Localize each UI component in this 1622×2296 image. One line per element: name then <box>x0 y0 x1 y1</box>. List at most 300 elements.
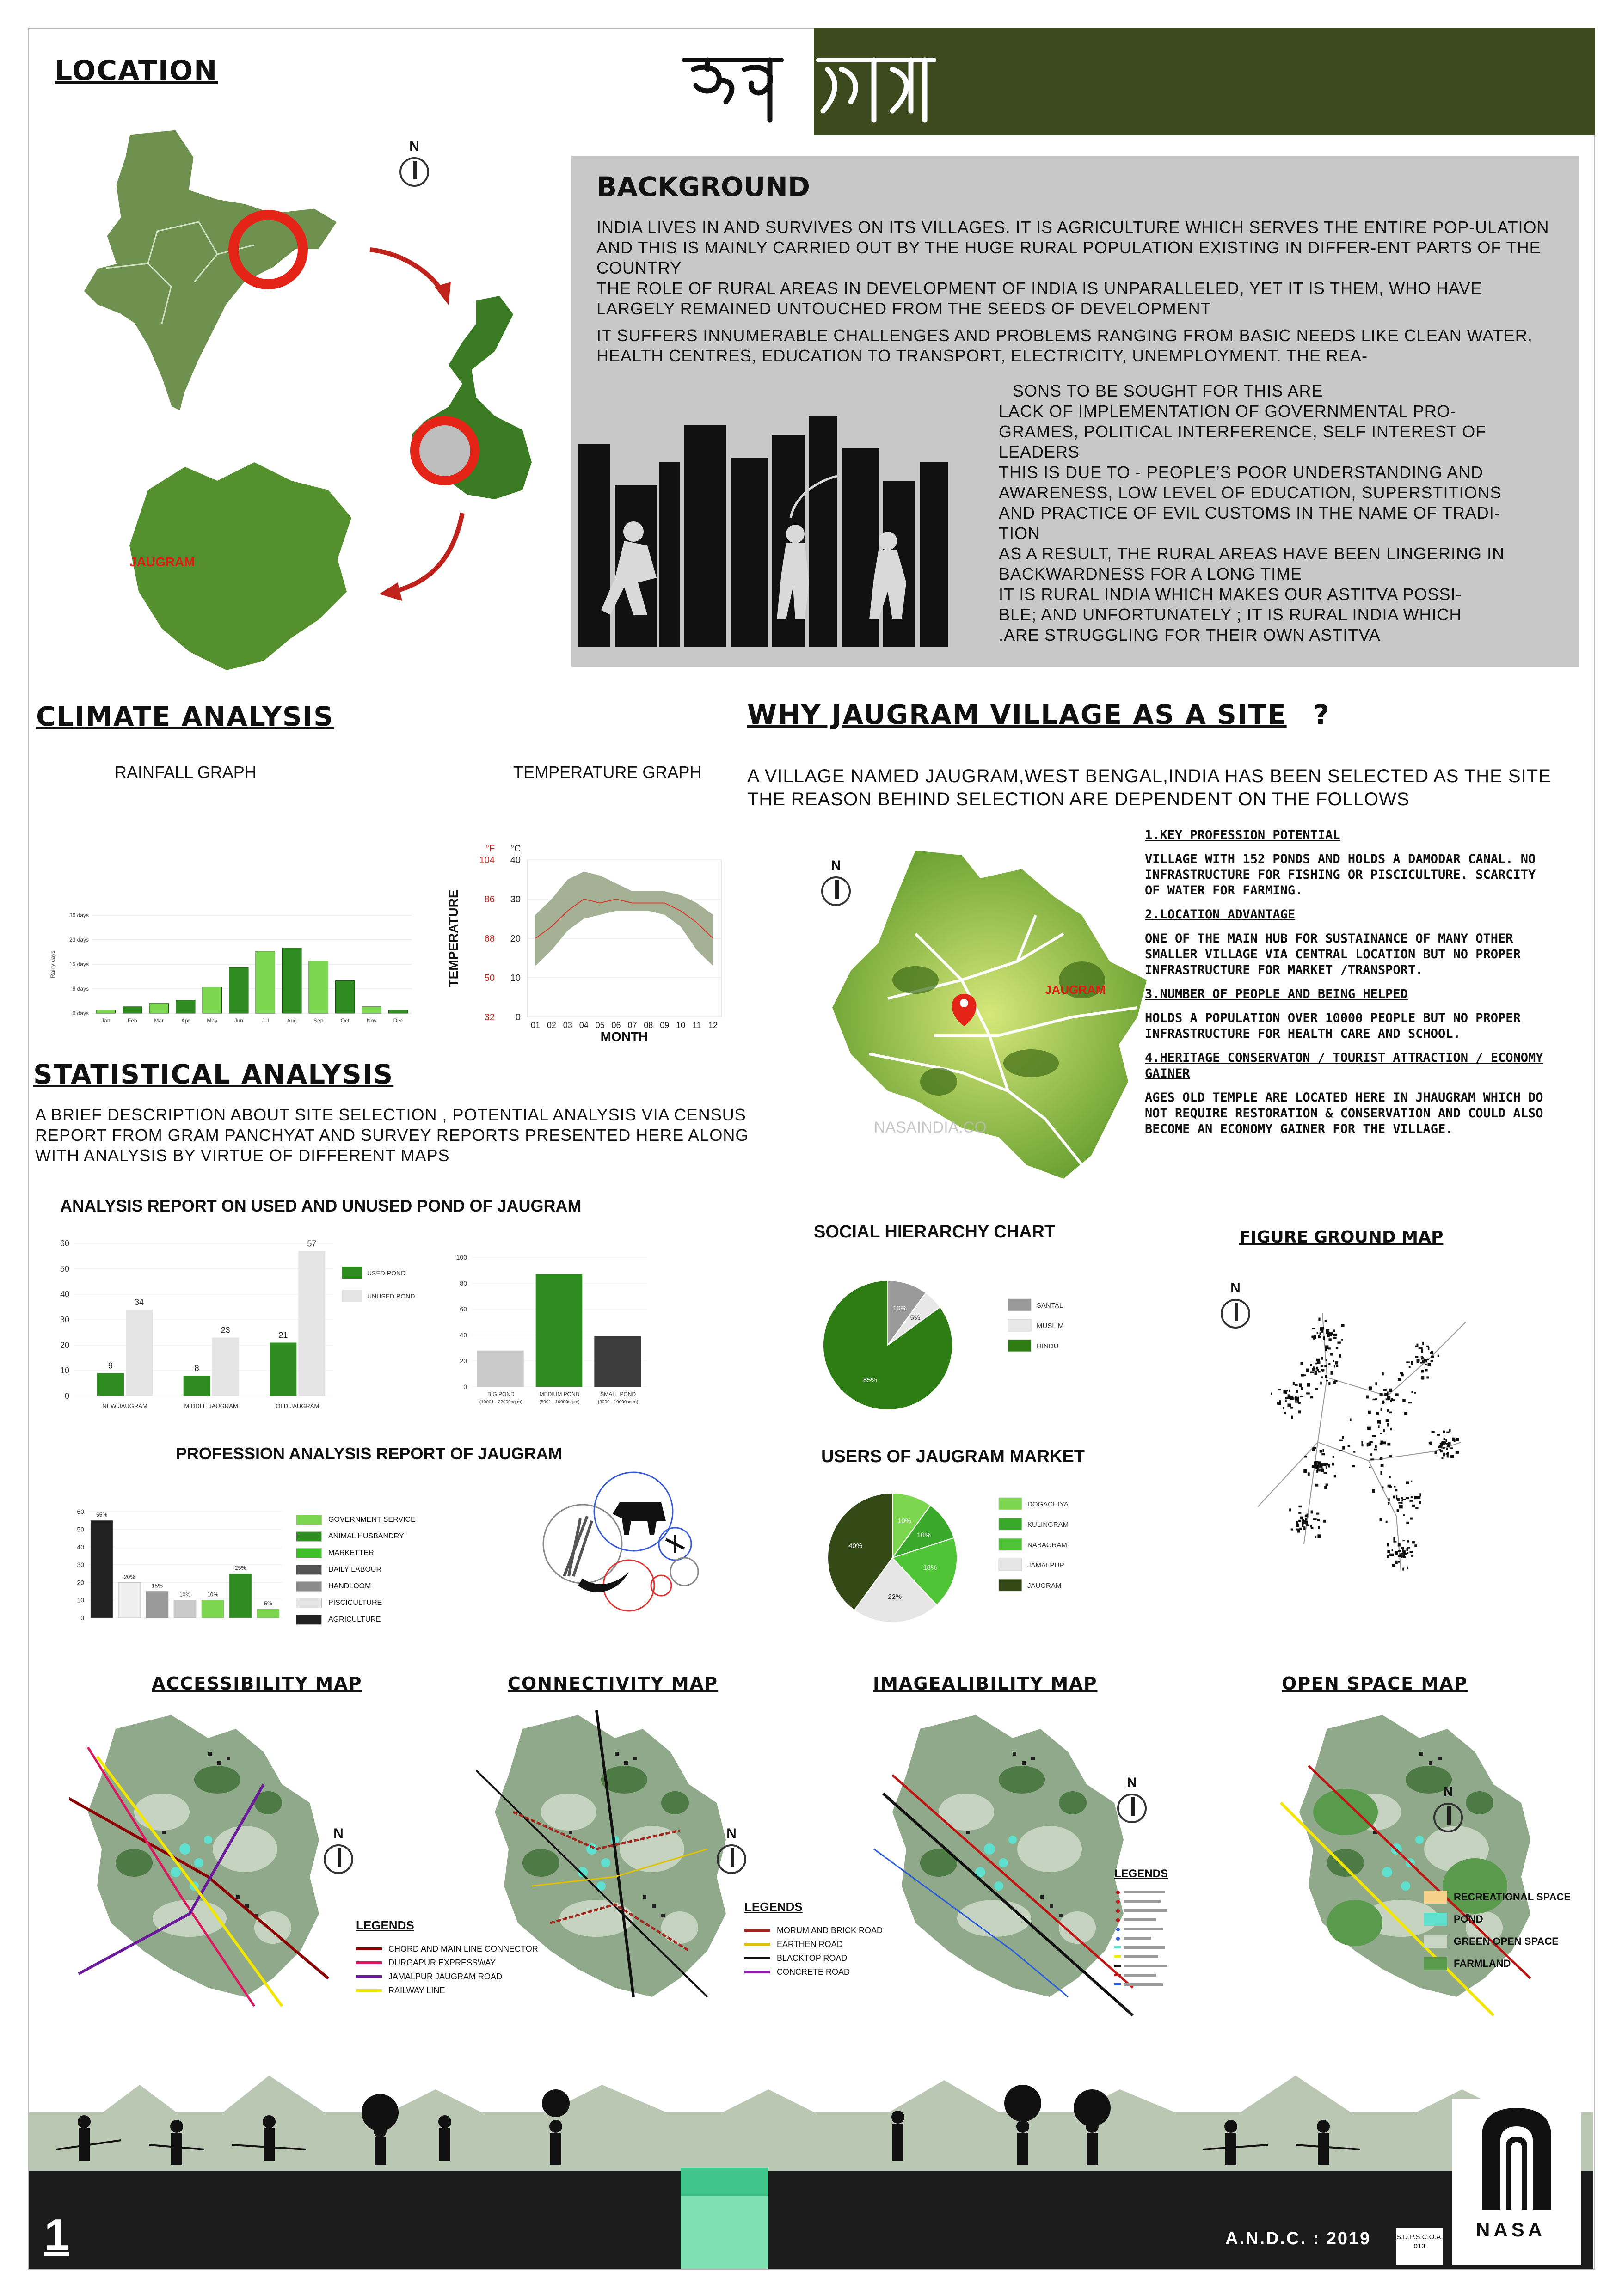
legend-label: JAMALPUR JAUGRAM ROAD <box>388 1971 503 1981</box>
legend-item <box>296 1545 462 1561</box>
building-footprint <box>1443 1453 1445 1457</box>
building-footprint <box>1401 1553 1403 1555</box>
bar <box>203 987 222 1013</box>
building-footprint <box>1315 1388 1318 1390</box>
y-tick-label: 8 days <box>72 986 89 992</box>
building-footprint <box>1327 1335 1330 1337</box>
legend-label: GOVERNMENT SERVICE <box>328 1516 416 1524</box>
building-footprint <box>1330 1353 1333 1356</box>
building-footprint <box>1278 1389 1281 1390</box>
stat-desc-line: WITH ANALYSIS BY VIRTUE OF DIFFERENT MAPS <box>35 1146 450 1165</box>
y-tick-label: 100 <box>456 1254 467 1261</box>
cow-icon <box>613 1502 666 1535</box>
building-footprint <box>1300 1517 1303 1519</box>
building-footprint <box>1387 1555 1389 1558</box>
legend-swatch <box>1424 1935 1447 1948</box>
building-footprint <box>1322 1449 1324 1452</box>
building-footprint <box>1310 1396 1313 1398</box>
north-arrow-icon <box>717 1844 746 1874</box>
building-footprint <box>1350 1418 1351 1421</box>
profession-bar <box>118 1582 141 1618</box>
legend-line <box>356 1975 382 1978</box>
building-footprint <box>1389 1412 1392 1414</box>
legend-label: HINDU <box>1037 1342 1059 1350</box>
building-footprint <box>1312 1368 1315 1371</box>
x-tick-label: Mar <box>154 1017 164 1024</box>
building-footprint <box>1333 1337 1337 1339</box>
pond-size-bar <box>536 1274 583 1387</box>
building-footprint <box>1341 1339 1343 1340</box>
building-footprint <box>1326 1330 1328 1332</box>
building-footprint <box>1407 1567 1408 1569</box>
bar <box>123 1007 142 1013</box>
background-heading: BACKGROUND <box>596 171 810 202</box>
legend-swatch <box>296 1581 322 1592</box>
building-footprint <box>1325 1463 1328 1466</box>
social-chart-title: SOCIAL HIERARCHY CHART <box>814 1222 1056 1242</box>
y-tick-label: 50 <box>60 1264 69 1274</box>
north-arrow-icon <box>1117 1794 1147 1823</box>
building-footprint <box>1410 1551 1413 1553</box>
building-footprint <box>1291 1528 1293 1530</box>
building-footprint <box>1389 1486 1392 1488</box>
y-tick-label: 23 days <box>69 937 89 943</box>
month-tick: 07 <box>627 1021 637 1030</box>
building-footprint <box>1396 1498 1399 1500</box>
bg-line: AS A RESULT, THE RURAL AREAS HAVE BEEN LINGERING IN <box>999 544 1505 563</box>
building-footprint <box>1454 1439 1456 1442</box>
building-footprint <box>1389 1455 1392 1457</box>
building-footprint <box>1386 1419 1389 1422</box>
x-tick-label: Feb <box>127 1017 137 1024</box>
legend-swatch <box>342 1267 362 1279</box>
month-tick: 10 <box>676 1021 686 1030</box>
building-footprint <box>1352 1465 1355 1467</box>
building-footprint <box>1325 1345 1328 1349</box>
bar-value-label: 55% <box>96 1512 108 1518</box>
profession-bar <box>146 1592 168 1618</box>
building-footprint <box>1296 1529 1299 1531</box>
building-footprint <box>1402 1549 1404 1552</box>
building-footprint <box>1293 1382 1295 1385</box>
building-footprint <box>1395 1551 1398 1555</box>
building-footprint <box>1412 1391 1413 1393</box>
point-2-body: ONE OF THE MAIN HUB FOR SUSTAINANCE OF MANY OTHER SMALLER VILLAGE VIA CENTRAL LOCATION BUT NO PROPER INFRASTRUCTURE FOR MARKET /TRANSPORT. <box>1145 931 1521 977</box>
building-footprint <box>1400 1372 1403 1374</box>
building-footprint <box>1325 1349 1327 1351</box>
x-tick-label: NEW JAUGRAM <box>102 1402 147 1409</box>
x-tick-label: May <box>207 1017 218 1024</box>
building-footprint <box>1407 1547 1410 1548</box>
building-footprint <box>1334 1365 1335 1368</box>
profession-legend <box>296 1512 462 1628</box>
building-footprint <box>1333 1381 1336 1384</box>
north-letter: N <box>409 139 419 154</box>
building-footprint <box>1322 1369 1323 1372</box>
building-footprint <box>1375 1398 1377 1400</box>
y-tick-label: 50 <box>77 1525 84 1533</box>
legend-label: EARTHEN ROAD <box>777 1939 843 1949</box>
building-footprint <box>1380 1433 1382 1434</box>
building-footprint <box>1370 1453 1372 1456</box>
y-tick-label: 0 <box>463 1383 467 1390</box>
bg-line: TION <box>999 524 1040 543</box>
building-footprint <box>1394 1541 1397 1543</box>
rainfall-chart <box>42 906 421 1031</box>
legend-label: AGRICULTURE <box>328 1616 381 1623</box>
legend-item <box>1424 1886 1581 1908</box>
point-1-body: VILLAGE WITH 152 PONDS AND HOLDS A DAMODAR CANAL. NO INFRASTRUCTURE FOR FISHING OR PISCICULTURE. SCARCITY OF WATER FOR FARMING. <box>1145 852 1536 898</box>
pond-size-bar <box>594 1336 641 1387</box>
celsius-tick: 0 <box>515 1012 521 1022</box>
x-tick-label: BIG POND <box>487 1391 515 1397</box>
x-tick-label: Jun <box>234 1017 243 1024</box>
bar-value-label: 5% <box>264 1600 272 1607</box>
building-footprint <box>1426 1376 1429 1378</box>
building-footprint <box>1392 1549 1393 1551</box>
building-footprint <box>1429 1442 1432 1445</box>
building-footprint <box>1317 1469 1321 1471</box>
building-footprint <box>1311 1510 1313 1513</box>
north-letter: N <box>333 1826 344 1841</box>
building-footprint <box>1367 1443 1369 1447</box>
bar-value-label: 15% <box>151 1582 163 1589</box>
building-footprint <box>1315 1363 1317 1365</box>
accessibility-legend <box>356 1918 550 1997</box>
building-footprint <box>1320 1450 1322 1453</box>
pie-slice-label: 22% <box>888 1592 902 1601</box>
bar-value-label: 10% <box>179 1591 191 1598</box>
x-tick-label: Sep <box>313 1017 324 1024</box>
legend-item <box>356 1942 550 1956</box>
building-footprint <box>1328 1363 1330 1365</box>
pond-size-bar <box>477 1351 524 1387</box>
building-footprint <box>1382 1402 1384 1403</box>
temperature-chart <box>444 823 740 1045</box>
building-footprint <box>1404 1412 1407 1415</box>
jaugram-map-label: JAUGRAM <box>129 555 195 569</box>
building-footprint <box>1312 1449 1315 1451</box>
legend-label: MORUM AND BRICK ROAD <box>777 1925 883 1935</box>
building-footprint <box>1447 1454 1449 1457</box>
building-footprint <box>1368 1411 1371 1414</box>
legend-swatch <box>1424 1957 1447 1970</box>
building-footprint <box>1444 1438 1445 1440</box>
month-tick: 03 <box>563 1021 572 1030</box>
x-axis-label: MONTH <box>600 1029 648 1044</box>
building-footprint <box>1313 1518 1317 1520</box>
legend-line <box>744 1943 770 1946</box>
building-footprint <box>1456 1451 1459 1454</box>
profession-bar <box>229 1574 252 1618</box>
building-footprint <box>1315 1484 1318 1487</box>
background-silhouette <box>578 416 994 661</box>
building-footprint <box>1437 1434 1440 1435</box>
building-footprint <box>1388 1502 1390 1505</box>
fahrenheit-tick: 50 <box>484 973 495 983</box>
stat-desc-line: A BRIEF DESCRIPTION ABOUT SITE SELECTION , POTENTIAL ANALYSIS VIA CENSUS <box>35 1105 746 1124</box>
legend-line <box>356 1947 382 1950</box>
legend-swatch <box>999 1579 1022 1591</box>
building-footprint <box>1406 1361 1410 1363</box>
building-footprint <box>1306 1392 1310 1394</box>
building-footprint <box>1392 1399 1395 1401</box>
building-footprint <box>1328 1382 1330 1385</box>
building-footprint <box>1305 1518 1307 1520</box>
building-footprint <box>1339 1440 1343 1441</box>
connectivity-title: CONNECTIVITY MAP <box>508 1673 718 1694</box>
building-footprint <box>1318 1465 1321 1467</box>
bar-value-label: 57 <box>307 1239 317 1249</box>
building-footprint <box>1411 1555 1413 1557</box>
building-footprint <box>1316 1367 1318 1369</box>
month-tick: 04 <box>579 1021 589 1030</box>
nasa-logo-text: NASA <box>1476 2219 1546 2241</box>
footer-event: A.N.D.C. : 2019 <box>1225 2229 1371 2248</box>
building-footprint <box>1324 1365 1327 1367</box>
building-footprint <box>1314 1371 1317 1375</box>
building-footprint <box>1293 1397 1295 1400</box>
celsius-tick: 20 <box>510 934 521 944</box>
building-footprint <box>1382 1441 1386 1444</box>
legend-label: PISCICULTURE <box>328 1599 382 1607</box>
arrow-1-icon <box>370 250 444 296</box>
building-footprint <box>1284 1412 1286 1414</box>
building-footprint <box>1379 1458 1381 1460</box>
legend-item <box>296 1578 462 1595</box>
building-footprint <box>1381 1464 1384 1467</box>
y-tick-label: 10 <box>60 1366 69 1375</box>
why-heading: WHY JAUGRAM VILLAGE AS A SITE <box>747 699 1287 730</box>
building-footprint <box>1387 1391 1389 1395</box>
x-tick-label: SMALL POND <box>600 1391 636 1397</box>
building-footprint <box>1411 1496 1413 1498</box>
unit-c: °C <box>510 844 521 854</box>
x-tick-label: Jan <box>101 1017 111 1024</box>
building-footprint <box>1295 1384 1298 1386</box>
y-tick-label: 10 <box>77 1596 84 1604</box>
building-footprint <box>1431 1356 1434 1358</box>
building-footprint <box>1325 1375 1327 1378</box>
legend-item <box>744 1923 920 1937</box>
building-footprint <box>1326 1380 1328 1381</box>
building-footprint <box>1304 1456 1307 1457</box>
month-tick: 01 <box>530 1021 541 1030</box>
building-footprint <box>1333 1334 1335 1336</box>
building-footprint <box>1320 1327 1321 1331</box>
building-footprint <box>1387 1396 1389 1399</box>
accessibility-map <box>69 1715 328 2006</box>
pond-size-chart <box>449 1248 661 1414</box>
north-letter: N <box>1230 1280 1241 1296</box>
building-footprint <box>1419 1501 1421 1504</box>
building-footprint <box>1315 1466 1318 1469</box>
building-footprint <box>1375 1382 1377 1385</box>
building-footprint <box>1395 1393 1398 1396</box>
legend-label: DOGACHIYA <box>1027 1500 1069 1508</box>
imageability-legend-title: LEGENDS <box>1114 1867 1168 1880</box>
month-tick: 06 <box>611 1021 621 1030</box>
building-footprint <box>1339 1354 1341 1358</box>
pond-bar <box>212 1338 239 1396</box>
point-3-body: HOLDS A POPULATION OVER 10000 PEOPLE BUT NO PROPER INFRASTRUCTURE FOR HEALTH CARE AND SCHOOL. <box>1145 1011 1521 1041</box>
building-footprint <box>1284 1390 1288 1391</box>
building-footprint <box>1321 1357 1323 1360</box>
celsius-tick: 30 <box>510 894 521 905</box>
legend-label: FARMLAND <box>1454 1958 1511 1969</box>
bar <box>229 967 249 1013</box>
building-footprint <box>1410 1500 1413 1502</box>
building-footprint <box>1398 1550 1401 1552</box>
building-footprint <box>1376 1412 1379 1415</box>
legend-label: MARKETTER <box>328 1549 374 1557</box>
building-footprint <box>1348 1445 1351 1447</box>
pond-bar <box>270 1343 296 1396</box>
why-points <box>1145 827 1556 1137</box>
building-footprint <box>1387 1443 1390 1445</box>
why-heading-row <box>747 699 1330 730</box>
building-footprint <box>1372 1399 1375 1400</box>
y-tick-label: 80 <box>460 1280 467 1287</box>
building-footprint <box>1372 1489 1375 1493</box>
footer-code: S.D.P.S.C.O.A. 013 <box>1396 2228 1443 2265</box>
building-footprint <box>1318 1318 1320 1321</box>
building-footprint <box>1403 1540 1405 1541</box>
pond-bar <box>97 1373 124 1396</box>
building-footprint <box>1421 1370 1424 1372</box>
legend-swatch <box>999 1518 1022 1530</box>
legend-label: KULINGRAM <box>1027 1521 1069 1529</box>
pond-bar <box>184 1376 210 1396</box>
bg-line: LEADERS <box>999 442 1080 461</box>
building-footprint <box>1299 1383 1302 1387</box>
building-footprint <box>1402 1399 1406 1402</box>
jaugram-site-map <box>823 841 1156 1193</box>
pie-slice-label: 40% <box>848 1542 863 1550</box>
building-footprint <box>1383 1429 1385 1432</box>
building-footprint <box>1414 1392 1416 1394</box>
building-footprint <box>1425 1369 1427 1372</box>
building-footprint <box>1414 1496 1417 1499</box>
building-footprint <box>1426 1346 1429 1347</box>
legend-item <box>296 1512 462 1528</box>
building-footprint <box>1377 1420 1381 1424</box>
legend-swatch <box>296 1548 322 1558</box>
building-footprint <box>1306 1369 1309 1372</box>
building-footprint <box>1387 1543 1389 1546</box>
why-intro-line-1: A VILLAGE NAMED JAUGRAM,WEST BENGAL,INDIA HAS BEEN SELECTED AS THE SITE <box>747 766 1551 786</box>
accessibility-title: ACCESSIBILITY MAP <box>152 1673 362 1694</box>
y-tick-label: 30 <box>77 1561 84 1568</box>
building-footprint <box>1387 1409 1389 1411</box>
building-footprint <box>1411 1361 1413 1365</box>
building-footprint <box>1318 1461 1321 1463</box>
pond-bar <box>126 1310 153 1396</box>
y-axis-label: TEMPERATURE <box>446 889 461 987</box>
building-footprint <box>1341 1324 1345 1327</box>
bg-line: .ARE STRUGGLING FOR THEIR OWN ASTITVA <box>999 625 1381 644</box>
statistical-heading: STATISTICAL ANALYSIS <box>33 1059 394 1090</box>
y-tick-label: 30 <box>60 1315 69 1324</box>
building-footprint <box>1374 1449 1377 1451</box>
month-tick: 12 <box>708 1021 718 1030</box>
legend-label: CONCRETE ROAD <box>777 1967 850 1977</box>
y-tick-label: 40 <box>77 1543 84 1551</box>
profession-icons <box>536 1470 712 1618</box>
building-footprint <box>1387 1550 1390 1553</box>
building-footprint <box>1428 1363 1431 1366</box>
building-footprint <box>1442 1457 1444 1459</box>
stat-desc-line: REPORT FROM GRAM PANCHYAT AND SURVEY REPORTS PRESENTED HERE ALONG <box>35 1126 749 1145</box>
building-footprint <box>1289 1508 1291 1511</box>
legend-swatch <box>1008 1340 1031 1352</box>
building-footprint <box>1301 1387 1303 1390</box>
building-footprint <box>1305 1515 1308 1517</box>
building-footprint <box>1443 1431 1445 1433</box>
imageability-legend-symbols <box>1114 1888 1193 1994</box>
bar-value-label: 8 <box>194 1364 199 1373</box>
building-footprint <box>1383 1389 1387 1391</box>
legend-label: DAILY LABOUR <box>328 1566 382 1574</box>
building-footprint <box>1321 1376 1323 1378</box>
bar <box>283 948 302 1013</box>
building-footprint <box>1342 1446 1345 1450</box>
building-footprint <box>1390 1428 1392 1430</box>
building-footprint <box>1296 1521 1298 1524</box>
building-footprint <box>1456 1438 1459 1441</box>
pie-slice-label: 10% <box>897 1517 911 1525</box>
building-footprint <box>1395 1561 1398 1564</box>
figure-ground-title: FIGURE GROUND MAP <box>1239 1228 1444 1247</box>
month-tick: 02 <box>547 1021 556 1030</box>
legend-label: USED POND <box>367 1269 406 1277</box>
building-footprint <box>1321 1453 1325 1455</box>
building-footprint <box>1295 1398 1297 1401</box>
building-footprint <box>1288 1394 1290 1397</box>
x-tick-sublabel: (10001 - 22000sq.m) <box>479 1400 522 1405</box>
point-1-head: 1.KEY PROFESSION POTENTIAL <box>1145 828 1340 842</box>
building-footprint <box>1337 1341 1340 1343</box>
imageability-legend <box>1114 1867 1198 1996</box>
why-intro <box>747 765 1551 811</box>
y-axis-label: Rainy days <box>49 950 56 978</box>
building-footprint <box>1399 1505 1403 1509</box>
building-footprint <box>1303 1519 1304 1522</box>
bar <box>362 1007 381 1013</box>
legend-item <box>356 1970 550 1984</box>
building-footprint <box>1316 1513 1319 1515</box>
building-footprint <box>1412 1505 1415 1507</box>
legend-swatch <box>1424 1891 1447 1904</box>
bar <box>96 1010 116 1013</box>
pie-slice-label: 10% <box>916 1531 931 1539</box>
building-footprint <box>1401 1497 1403 1499</box>
watermark: NASAINDIA.CO <box>874 1119 987 1136</box>
building-footprint <box>1378 1425 1379 1428</box>
pie-slice-label: 18% <box>923 1563 937 1572</box>
building-footprint <box>1407 1540 1409 1543</box>
building-footprint <box>1446 1453 1448 1455</box>
building-footprint <box>1330 1371 1333 1375</box>
x-tick-sublabel: (8000 - 10000sq.m) <box>598 1400 639 1405</box>
pond-bar <box>298 1251 325 1396</box>
building-footprint <box>1317 1534 1321 1538</box>
y-tick-label: 30 days <box>69 912 89 918</box>
building-footprint <box>1445 1439 1447 1442</box>
building-footprint <box>1367 1427 1371 1430</box>
north-letter: N <box>1127 1775 1137 1790</box>
accessibility-legend-title: LEGENDS <box>356 1918 414 1932</box>
